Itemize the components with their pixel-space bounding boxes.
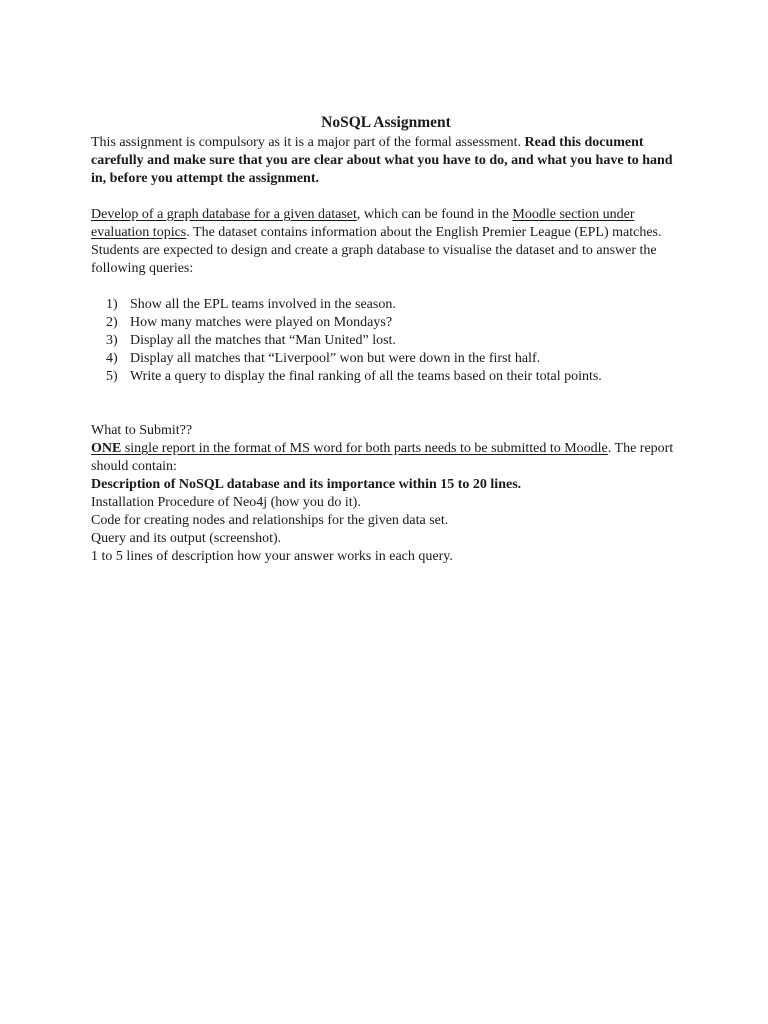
- query-text: Write a query to display the final ranking of all the teams based on their total points.: [130, 369, 602, 384]
- query-text: Display all the matches that “Man United” lost.: [130, 333, 396, 348]
- one-bold-text: ONE: [91, 441, 122, 456]
- intro-paragraph: [91, 134, 681, 188]
- submit-item: Code for creating nodes and relationships for the given data set.: [91, 513, 449, 528]
- one-underlined-text: single report in the format of MS word for both parts needs to be submitted to Moodle: [121, 441, 608, 456]
- spacer: [91, 278, 681, 296]
- develop-rest-text: . The dataset contains information about the English Premier League (EPL) matches. Students are expected to design and create a graph database to visualise the dataset and to answer the following queries:: [91, 225, 662, 276]
- query-number: 3): [106, 333, 118, 348]
- query-number: 4): [106, 351, 118, 366]
- develop-paragraph: [91, 206, 681, 278]
- submit-item: 1 to 5 lines of description how your answer works in each query.: [91, 549, 453, 564]
- submit-item: [91, 476, 681, 494]
- document-title: NoSQL Assignment: [321, 114, 451, 131]
- submit-paragraph: [91, 440, 681, 476]
- submit-heading: What to Submit??: [91, 423, 193, 438]
- spacer: [91, 386, 681, 422]
- submit-item: Installation Procedure of Neo4j (how you do it).: [91, 495, 361, 510]
- moodle-section-link: Moodle section under evaluation topics: [91, 207, 635, 240]
- query-item: [91, 368, 681, 386]
- intro-text: This assignment is compulsory as it is a major part of the formal assessment.: [91, 135, 525, 150]
- query-number: 2): [106, 315, 118, 330]
- query-item: [91, 350, 681, 368]
- query-number: 5): [106, 369, 118, 384]
- query-number: 1): [106, 297, 118, 312]
- query-item: [91, 296, 681, 314]
- spacer: [91, 188, 681, 206]
- query-text: Display all matches that “Liverpool” won but were down in the first half.: [130, 351, 541, 366]
- query-text: How many matches were played on Mondays?: [130, 315, 393, 330]
- query-item: [91, 314, 681, 332]
- one-rest-text: . The report should contain:: [91, 441, 674, 474]
- query-text: Show all the EPL teams involved in the season.: [130, 297, 396, 312]
- queries-list: [91, 296, 681, 386]
- develop-link: Develop of a graph database for a given dataset: [91, 207, 357, 222]
- query-item: [91, 332, 681, 350]
- submit-item-text: Description of NoSQL database and its importance within 15 to 20 lines.: [91, 477, 522, 492]
- submit-item: Query and its output (screenshot).: [91, 531, 282, 546]
- document-page: [91, 110, 681, 566]
- intro-bold-text: Read this document carefully and make sure that you are clear about what you have to do, and what you have to hand in, before you attempt the assignment.: [91, 135, 673, 186]
- develop-mid-text: , which can be found in the: [356, 207, 513, 222]
- one-report-text: [91, 441, 608, 456]
